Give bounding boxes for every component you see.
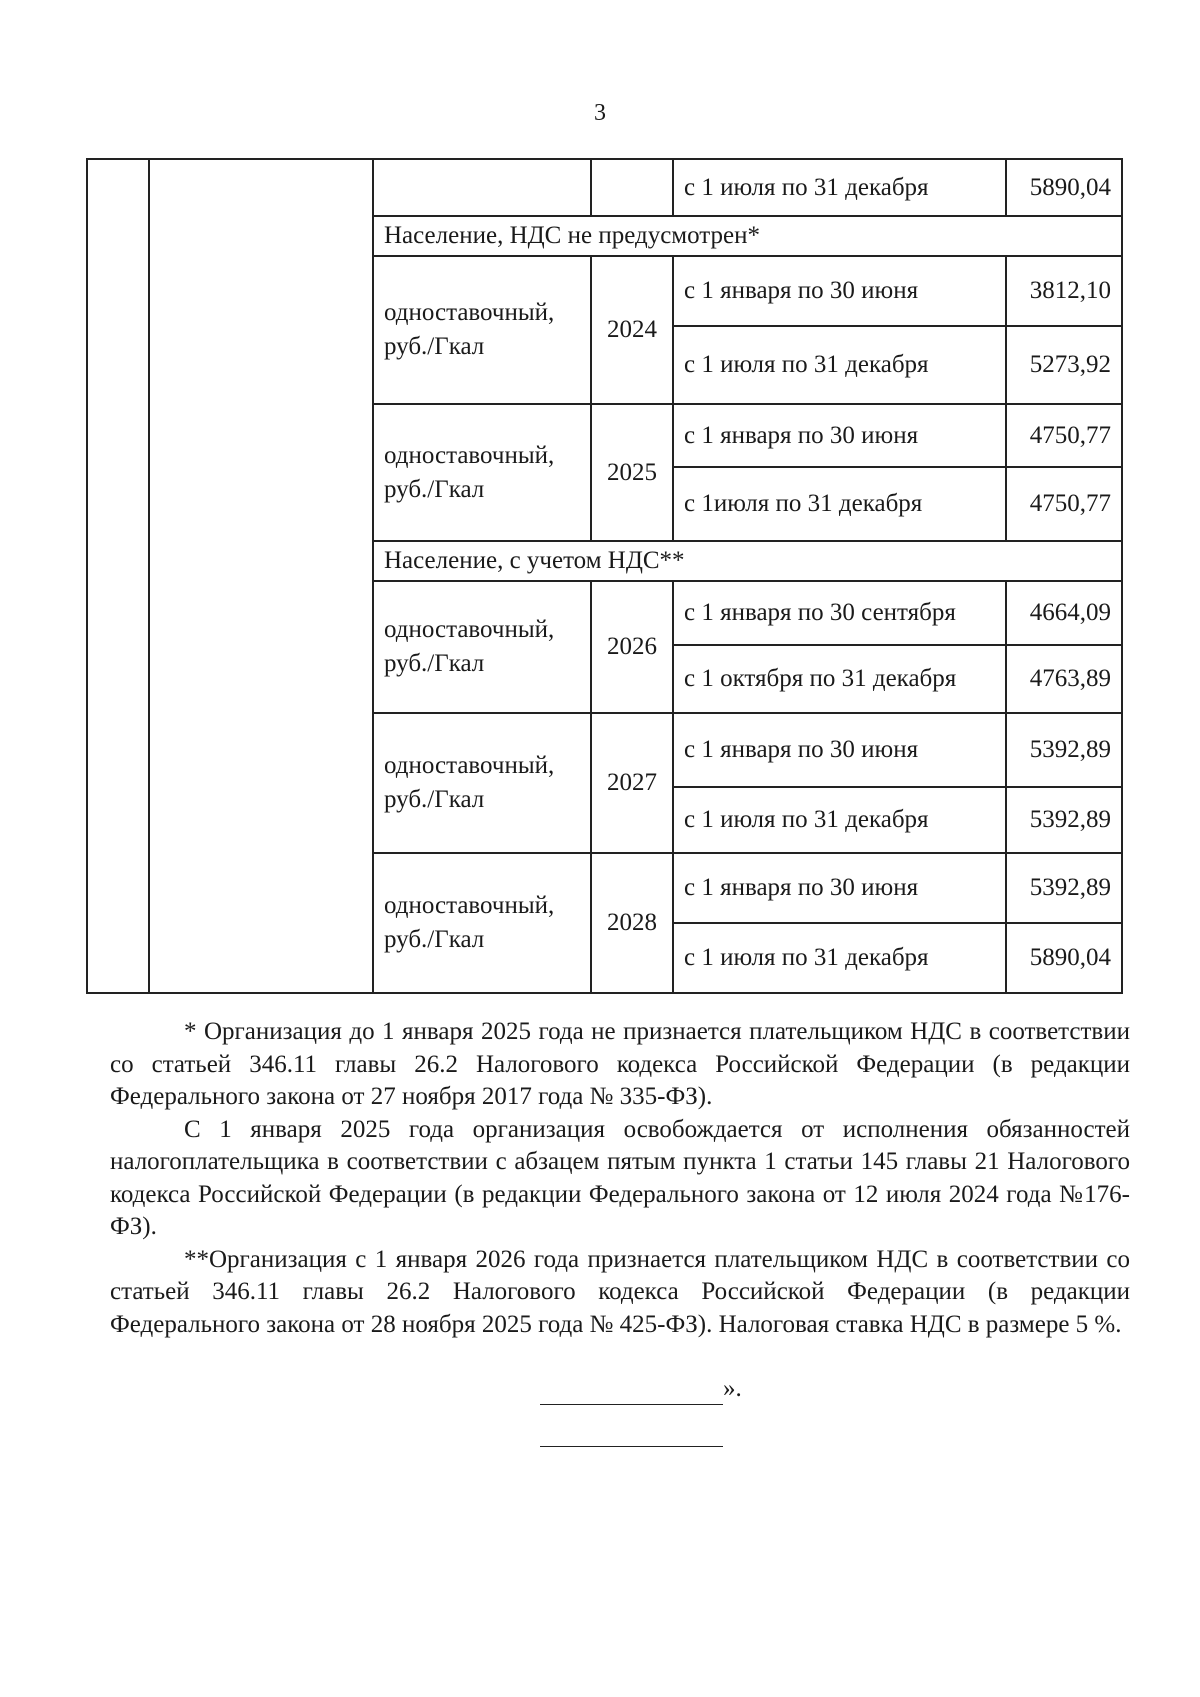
footnote-vat-not-payer: * Организация до 1 января 2025 года не признается плательщиком НДС в соответствии со статьей 346.11 главы 26.2 Налогового кодекса Российской Федерации (в редакции Федерального закона от 27 ноября 2017 года № 335-ФЗ). [110,1018,1130,1110]
year-cell: 2026 [591,581,673,713]
period-cell: с 1 июля по 31 декабря [673,923,1006,993]
table-row [87,159,1122,216]
tariff-table [86,158,1123,994]
footnote-vat-exemption: С 1 января 2025 года организация освобождается от исполнения обязанностей налогоплательщика в соответствии с абзацем пятым пункта 1 статьи 145 главы 21 Налогового кодекса Российской Федерации (в редакции Федерального закона от 12 июля 2024 года №176-ФЗ). [110,1115,1130,1240]
page-number: 3 [594,100,606,126]
empty-cell-name [149,159,373,993]
period-cell: с 1 января по 30 сентября [673,581,1006,645]
empty-cell-index [87,159,149,993]
tariff-value: 5392,89 [1006,787,1122,853]
period-cell: с 1 января по 30 июня [673,853,1006,923]
period-cell: с 1июля по 31 декабря [673,467,1006,541]
year-cell: 2025 [591,404,673,541]
period-cell: с 1 октября по 31 декабря [673,645,1006,713]
tariff-type: одноставочный, руб./Гкал [373,713,591,853]
tariff-value: 4664,09 [1006,581,1122,645]
empty-cell-type [373,159,591,216]
group-title: Население, с учетом НДС** [373,541,1122,581]
year-cell: 2028 [591,853,673,993]
period-cell: с 1 июля по 31 декабря [673,159,1006,216]
year-cell: 2024 [591,256,673,404]
closing-line [540,1404,723,1405]
year-cell: 2027 [591,713,673,853]
tariff-value: 5273,92 [1006,326,1122,404]
group-title: Население, НДС не предусмотрен* [373,216,1122,256]
tariff-value: 5392,89 [1006,853,1122,923]
tariff-type: одноставочный, руб./Гкал [373,853,591,993]
tariff-type: одноставочный, руб./Гкал [373,404,591,541]
period-cell: с 1 января по 30 июня [673,256,1006,326]
tariff-value: 4750,77 [1006,404,1122,467]
tariff-value: 3812,10 [1006,256,1122,326]
period-cell: с 1 января по 30 июня [673,713,1006,787]
tariff-value: 4763,89 [1006,645,1122,713]
empty-cell-year [591,159,673,216]
tariff-value: 5392,89 [1006,713,1122,787]
tariff-value: 5890,04 [1006,159,1122,216]
closing-quote: ». [723,1375,742,1402]
period-cell: с 1 января по 30 июня [673,404,1006,467]
tariff-type: одноставочный, руб./Гкал [373,581,591,713]
footnotes [110,1016,1130,1341]
tariff-value: 5890,04 [1006,923,1122,993]
tariff-type: одноставочный, руб./Гкал [373,256,591,404]
tariff-value: 4750,77 [1006,467,1122,541]
separator-line [540,1446,723,1447]
footnote-vat-payer-2026: **Организация с 1 января 2026 года признается плательщиком НДС в соответствии со статьей 346.11 главы 26.2 Налогового кодекса Российской Федерации (в редакции Федерального закона от 28 ноября 2025 года № 425-ФЗ). Налоговая ставка НДС в размере 5 %. [110,1245,1130,1338]
period-cell: с 1 июля по 31 декабря [673,326,1006,404]
period-cell: с 1 июля по 31 декабря [673,787,1006,853]
closing-mark [540,1375,840,1403]
